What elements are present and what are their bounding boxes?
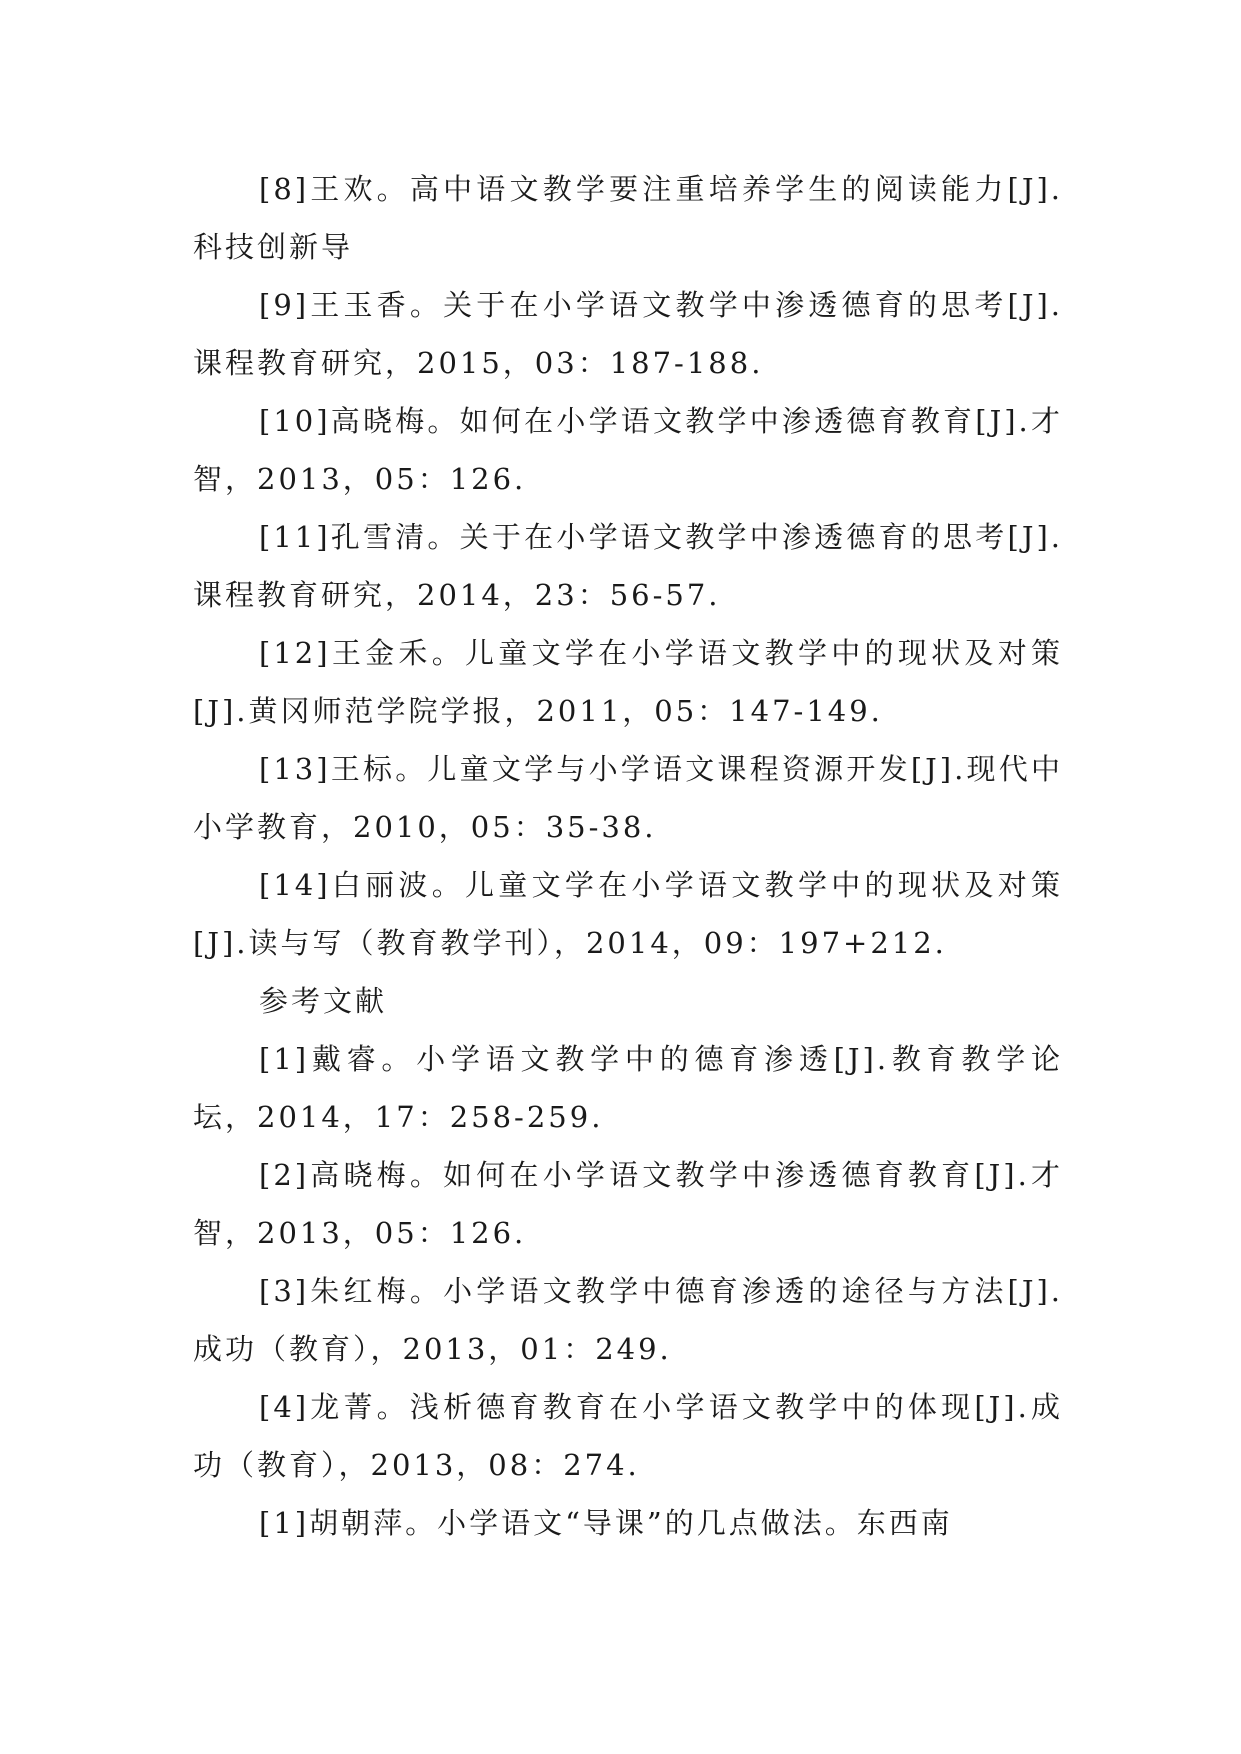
document-body xyxy=(193,160,1063,1552)
reference-entry-14: [14]白丽波。儿童文学在小学语文教学中的现状及对策[J].读与写（教育教学刊），2014，09：197+212. xyxy=(193,868,1063,960)
reference-entry-12: [12]王金禾。儿童文学在小学语文教学中的现状及对策[J].黄冈师范学院学报，2011，05：147-149. xyxy=(193,636,1063,728)
section-heading-references: 参考文献 xyxy=(259,984,388,1018)
reference-entry-9: [9]王玉香。关于在小学语文教学中渗透德育的思考[J].课程教育研究，2015，03：187-188. xyxy=(193,288,1063,380)
reference-entry-1-second: [1]胡朝萍。小学语文“导课”的几点做法。东西南 xyxy=(259,1506,953,1540)
reference-entry-13: [13]王标。儿童文学与小学语文课程资源开发[J].现代中小学教育，2010，05：35-38. xyxy=(193,752,1063,844)
reference-entry-4: [4]龙菁。浅析德育教育在小学语文教学中的体现[J].成功（教育），2013，08：274. xyxy=(193,1390,1063,1482)
reference-entry-10: [10]高晓梅。如何在小学语文教学中渗透德育教育[J].才智，2013，05：126. xyxy=(193,404,1063,496)
reference-entry-8: [8]王欢。高中语文教学要注重培养学生的阅读能力[J].科技创新导 xyxy=(193,172,1063,264)
reference-entry-2: [2]高晓梅。如何在小学语文教学中渗透德育教育[J].才智，2013，05：126. xyxy=(193,1158,1063,1250)
reference-entry-3: [3]朱红梅。小学语文教学中德育渗透的途径与方法[J].成功（教育），2013，01：249. xyxy=(193,1274,1063,1366)
reference-entry-1: [1]戴睿。小学语文教学中的德育渗透[J].教育教学论坛，2014，17：258-259. xyxy=(193,1042,1063,1134)
reference-entry-11: [11]孔雪清。关于在小学语文教学中渗透德育的思考[J].课程教育研究，2014，23：56-57. xyxy=(193,520,1063,612)
